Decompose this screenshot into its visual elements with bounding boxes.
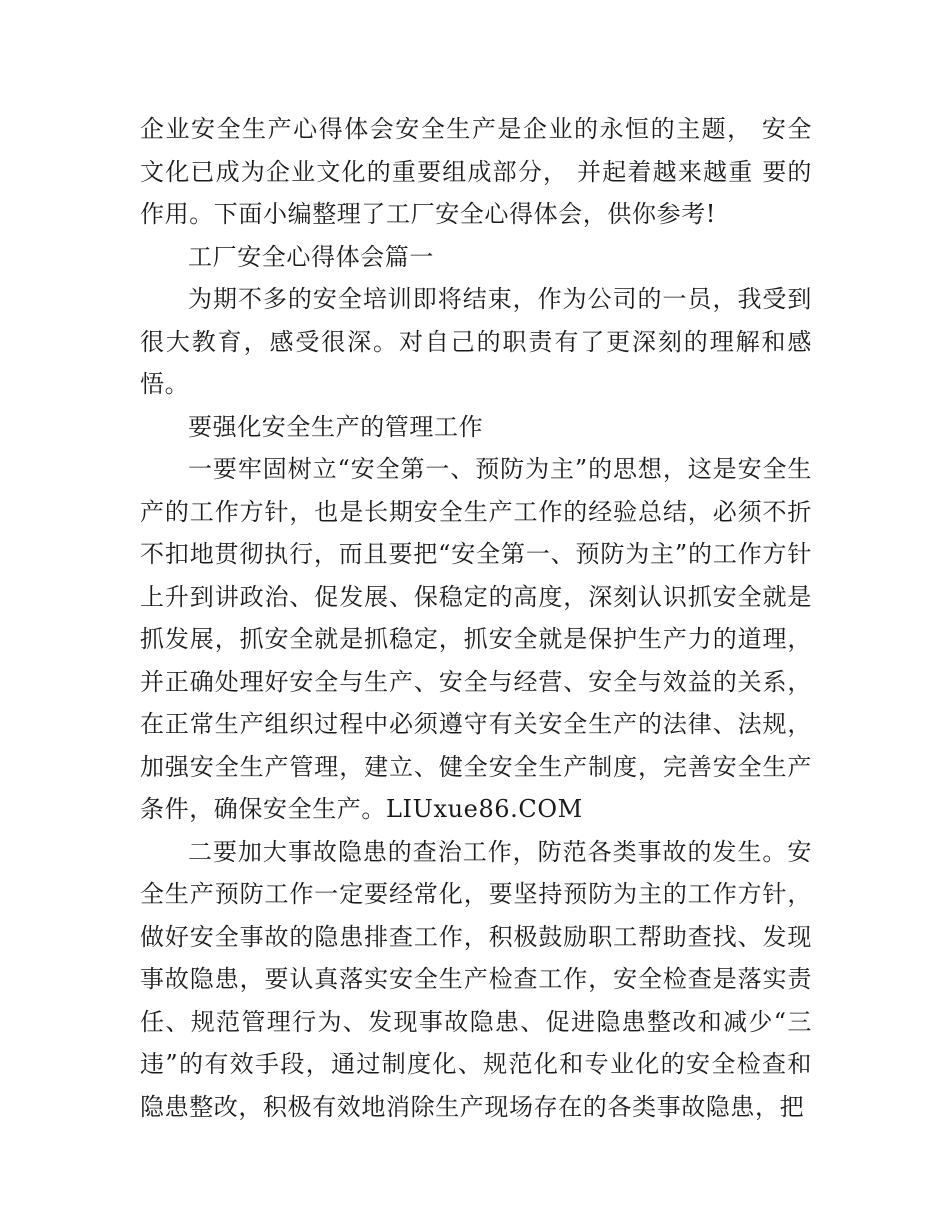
subsection-heading: 要强化安全生产的管理工作 — [188, 412, 484, 441]
body-paragraph: 一要牢固树立“安全第一、预防为主”的思想，这是安全生产的工作方针，也是长期安全生产工作的经验总结，必须不折不扣地贯彻执行，而且要把“安全第一、预防为主”的工作方针上升到讲政治、促发展、保稳定的高度，深刻认识抓安全就是抓发展，抓安全就是抓稳定，抓安全就是保护生产力的道理，并正确处理好安全与生产、安全与经营、安全与效益的关系，在正常生产组织过程中必须遵守有关安全生产的法律、法规，加强安全生产管理，建立、健全安全生产制度，完善安全生产条件，确保安全生产。LIUxue86.COM — [140, 455, 812, 823]
body-paragraph: 为期不多的安全培训即将结束，作为公司的一员，我受到很大教育，感受很深。对自己的职责有了更深刻的理解和感悟。 — [140, 285, 812, 398]
body-paragraph: 二要加大事故隐患的查治工作，防范各类事故的发生。安全生产预防工作一定要经常化，要坚持预防为主的工作方针，做好安全事故的隐患排查工作，积极鼓励职工帮助查找、发现事故隐患，要认真落实安全生产检查工作，安全检查是落实责任、规范管理行为、发现事故隐患、促进隐患整改和减少“三违”的有效手段，通过制度化、规范化和专业化的安全检查和隐患整改，积极有效地消除生产现场存在的各类事故隐患，把 — [140, 837, 812, 1121]
intro-paragraph: 企业安全生产心得体会安全生产是企业的永恒的主题， 安全文化已成为企业文化的重要组成部分， 并起着越来越重 要的作用。下面小编整理了工厂安全心得体会，供你参考! — [140, 115, 812, 228]
document-body — [140, 108, 812, 1128]
section-heading: 工厂安全心得体会篇一 — [188, 242, 434, 271]
